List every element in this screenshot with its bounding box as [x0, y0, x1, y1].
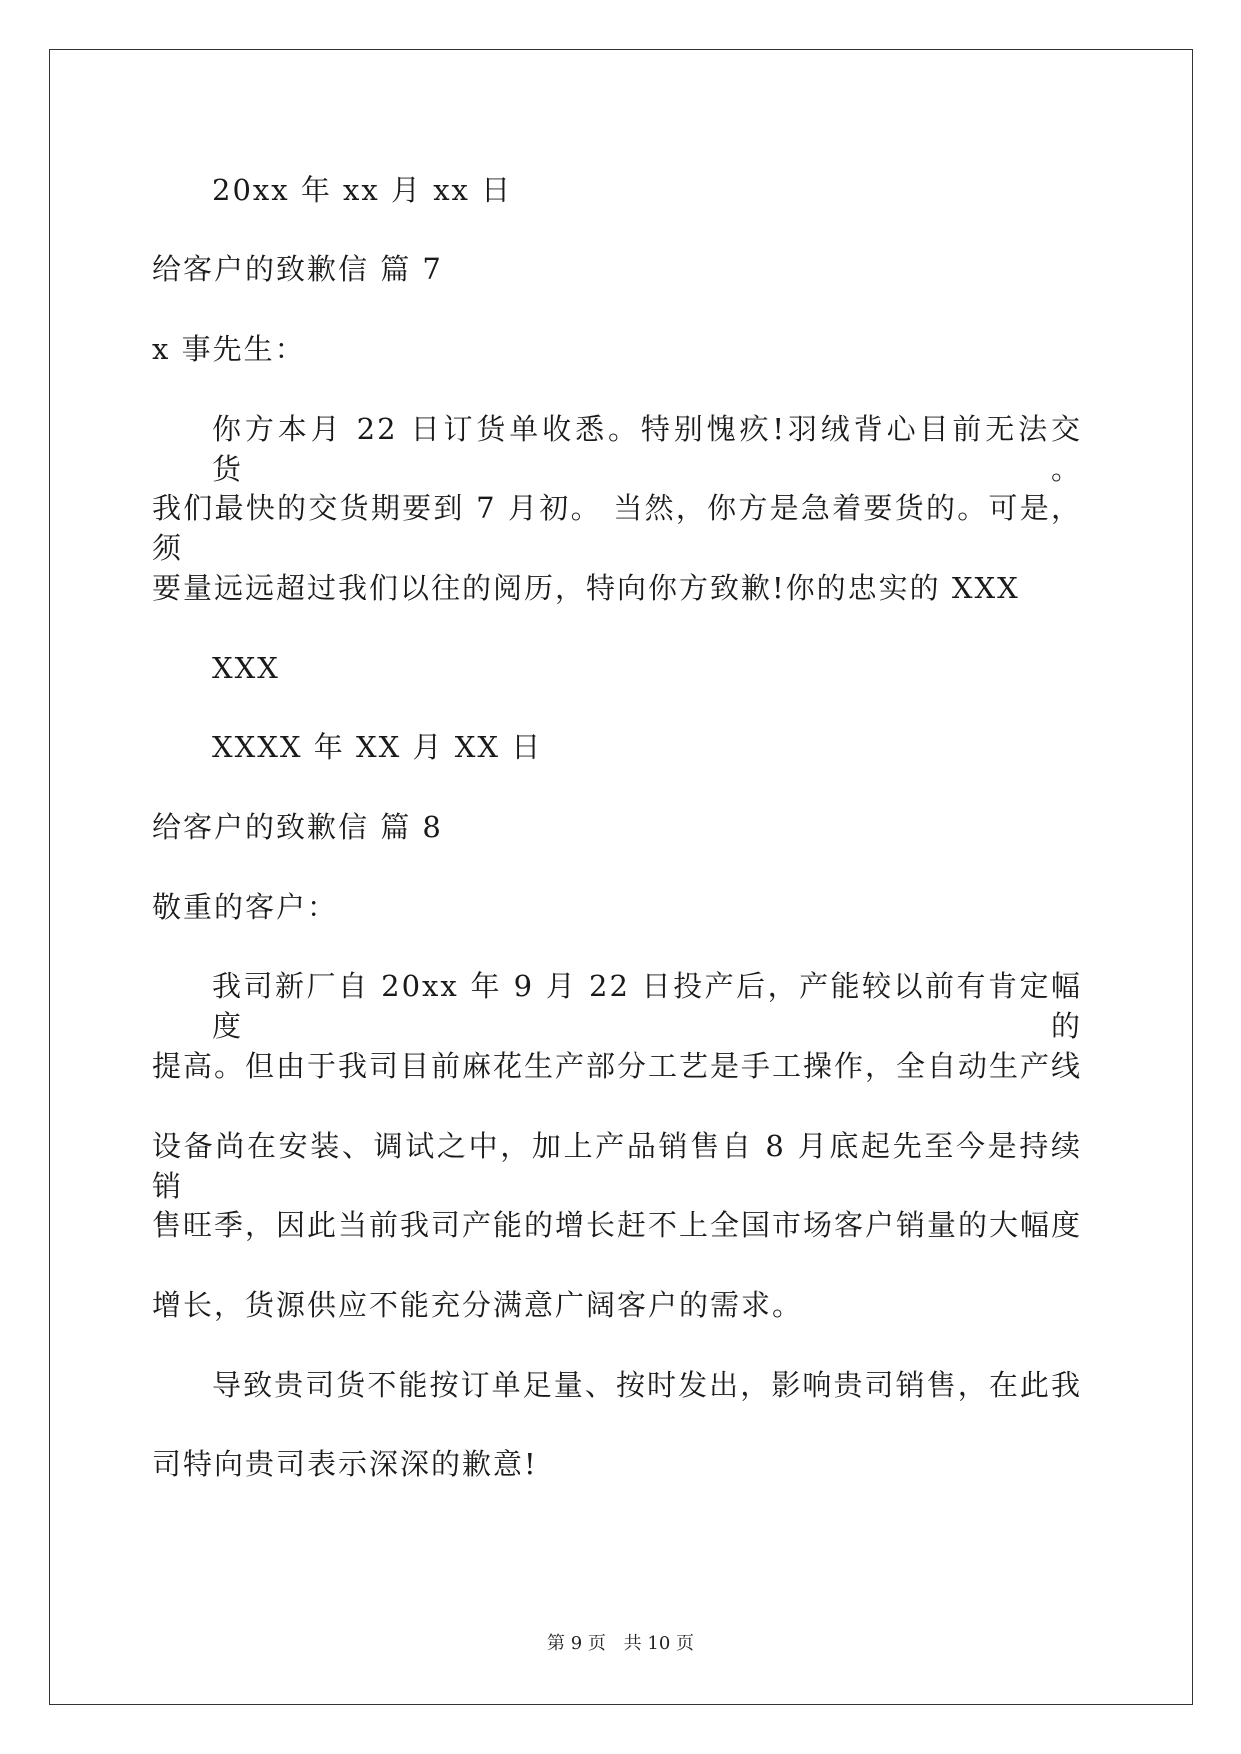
section-title-8: 给客户的致歉信 篇 8: [152, 810, 443, 844]
paragraph-line: 你方本月 22 日订货单收悉。特别愧疚!羽绒背心目前无法交货。: [212, 412, 1082, 486]
paragraph-line: 售旺季，因此当前我司产能的增长赶不上全国市场客户销量的大幅度: [152, 1208, 1083, 1242]
paragraph-line: 提高。但由于我司目前麻花生产部分工艺是手工操作，全自动生产线: [152, 1049, 1083, 1083]
section-title-7: 给客户的致歉信 篇 7: [152, 252, 443, 286]
paragraph-line: 我司新厂自 20xx 年 9 月 22 日投产后，产能较以前有肯定幅度的: [212, 969, 1082, 1043]
date-line: XXXX 年 XX 月 XX 日: [212, 730, 543, 764]
paragraph-line: 设备尚在安装、调试之中，加上产品销售自 8 月底起先至今是持续销: [152, 1129, 1082, 1203]
paragraph-line: 导致贵司货不能按订单足量、按时发出，影响贵司销售，在此我: [212, 1368, 1082, 1402]
page-total: 共 10 页: [623, 1633, 694, 1654]
page-footer: [0, 1632, 1241, 1656]
salutation: x 事先生：: [152, 332, 306, 366]
paragraph-line: 要量远远超过我们以往的阅历，特向你方致歉!你的忠实的 XXX: [152, 571, 1020, 605]
paragraph-line: 增长，货源供应不能充分满意广阔客户的需求。: [152, 1288, 804, 1322]
signature-line: XXX: [212, 651, 280, 685]
paragraph-line: 我们最快的交货期要到 7 月初。 当然，你方是急着要货的。可是，须: [152, 491, 1082, 565]
page-number: 第 9 页: [547, 1633, 606, 1654]
date-line: 20xx 年 xx 月 xx 日: [212, 173, 513, 207]
paragraph-line: 司特向贵司表示深深的歉意!: [152, 1447, 538, 1481]
salutation: 敬重的客户：: [152, 890, 339, 924]
